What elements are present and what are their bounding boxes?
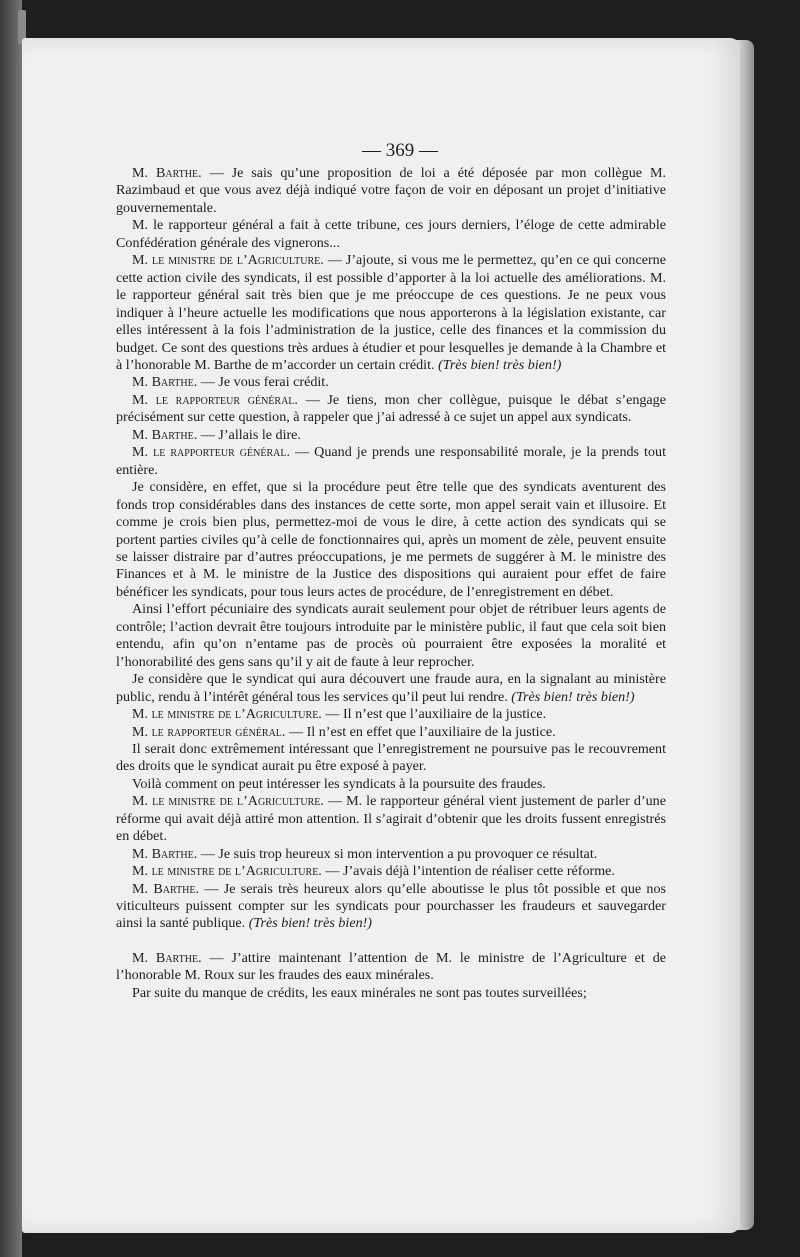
paragraph-text: — Je sais qu’une proposition de loi a été déposée par mon collègue M. Razimbaud et que vous avez déjà indiqué votre façon de voir en déposant un projet d’initiative gouvernementale.	[116, 165, 667, 216]
paragraph	[116, 950, 666, 985]
paragraph	[116, 863, 666, 880]
paragraph-text: — Je tiens, mon cher collègue, puisque le débat s’engage précisément sur cette question, à rappeler que j’ai adressé à ce sujet un appel aux syndicats.	[116, 391, 666, 426]
speaker-label: M. Barthe.	[132, 845, 198, 862]
paragraph-text: M. le rapporteur général a fait à cette tribune, ces jours derniers, l’éloge de cette admirable Confédération générale des vignerons...	[116, 217, 666, 251]
paragraph-text: Par suite du manque de crédits, les eaux minérales ne sont pas toutes surveillées;	[132, 984, 587, 1001]
paragraph-text: — J’allais le dire.	[200, 426, 301, 443]
speaker-label: M. le rapporteur général.	[132, 723, 286, 740]
applause-note: (Très bien! très bien!)	[511, 688, 635, 705]
applause-note: (Très bien! très bien!)	[438, 356, 562, 373]
paragraph	[116, 776, 666, 793]
paragraph-text: — Je serais très heureux alors qu’elle aboutisse le plus tôt possible et que nos viticulteurs puissent compter sur les syndicats pour pourchasser les fraudeurs et sauvegarder ainsi la santé publique.	[116, 880, 667, 932]
paragraph-text: Je considère, en effet, que si la procédure peut être telle que des syndicats aventurent des fonds trop considérables dans des instances de cette sorte, mon appel serait vain et illusoire. Et comme je crois bien plus, permettez-moi de vous le dire, à cette action des syndicats qui se portent parties civiles qu’à celle de fonctionnaires qui, après un moment de zèle, peuvent ensuite se laisser distraire par d’autres préoccupations, je me permets de suggérer à M. le ministre des Finances et à M. le ministre de la Justice des dispositions qui auraient pour effet de faire bénéficer les syndicats, pour tous leurs actes de procédure, de l’enregistrement en débet.	[116, 479, 666, 600]
paragraph	[116, 706, 666, 723]
paragraph-text: — Il n’est que l’auxiliaire de la justice.	[325, 706, 547, 723]
speaker-label: M. Barthe.	[132, 949, 202, 966]
speaker-label: M. le ministre de l’Agriculture.	[132, 252, 324, 269]
speaker-label: M. le ministre de l’Agriculture.	[132, 706, 322, 723]
paragraph	[116, 374, 666, 391]
paragraph	[116, 217, 666, 252]
page-number: — 369 —	[362, 140, 438, 161]
speaker-label: M. Barthe.	[132, 165, 202, 181]
speaker-label: M. le rapporteur général.	[132, 444, 290, 461]
paragraph-text: — J’attire maintenant l’attention de M. le ministre de l’Agriculture et de l’honorable M. Roux sur les fraudes des eaux minérales.	[116, 949, 666, 984]
paragraph	[116, 392, 666, 427]
paragraph	[116, 793, 666, 845]
speaker-label: M. le ministre de l’Agriculture.	[132, 793, 324, 810]
paragraph-text: — Quand je prends une responsabilité morale, je la prends tout entière.	[116, 444, 666, 478]
paragraph-text: — M. le rapporteur général vient justement de parler d’une réforme qui avait déjà attiré mon attention. Il s’agirait d’obtenir que les droits fussent enregistrés en débet.	[116, 793, 666, 845]
body-text	[116, 165, 666, 1002]
speaker-label: M. Barthe.	[132, 374, 198, 391]
adjacent-page-edge	[0, 0, 22, 1257]
paragraph	[116, 601, 666, 671]
paragraph	[116, 444, 666, 479]
paragraph	[116, 985, 666, 1002]
paragraph	[116, 479, 666, 601]
speaker-label: M. le rapporteur général.	[132, 391, 298, 408]
paragraph	[116, 881, 666, 933]
paragraph	[116, 252, 666, 374]
paragraph-text: Je considère que le syndicat qui aura découvert une fraude aura, en la signalant au ministère public, rendu à l’intérêt général tous les services qu’il peut lui rendre.	[116, 671, 666, 705]
paragraph-text: — Je vous ferai crédit.	[200, 374, 329, 391]
paragraph	[116, 427, 666, 444]
paragraph-text: — J’ajoute, si vous me le permettez, qu’en ce qui concerne cette action civile des syndicats, il est possible d’apporter à la loi actuelle des améliorations. M. le rapporteur général sait très bien que je me préoccupe de ces questions. Je ne peux vous indiquer à l’heure actuelle les modifications que nous apporterons à la législation existante, car elles intéressent à la fois l’administration de la justice, celle des finances et la commission du budget. Ce sont des questions très ardues à étudier et pour lesquelles je demande à la Chambre et à l’honorable M. Barthe de m’accorder un certain crédit.	[116, 252, 666, 373]
paragraph-text: — Il n’est en effet que l’auxiliaire de la justice.	[288, 723, 556, 740]
paragraph-text: Il serait donc extrêmement intéressant que l’enregistrement ne poursuive pas le recouvrement des droits que le syndicat aurait pu être exposé à payer.	[116, 740, 666, 775]
speaker-label: M. Barthe.	[132, 426, 198, 443]
paragraph	[116, 741, 666, 776]
speaker-label: M. Barthe.	[132, 880, 200, 897]
speaker-label: M. le ministre de l’Agriculture.	[132, 863, 322, 880]
paragraph	[116, 724, 666, 741]
paragraph	[116, 165, 666, 217]
paragraph-text: — Je suis trop heureux si mon intervention a pu provoquer ce résultat.	[200, 845, 598, 862]
paragraph	[116, 671, 666, 706]
paragraph-text: Voilà comment on peut intéresser les syndicats à la poursuite des fraudes.	[132, 775, 546, 792]
paragraph	[116, 846, 666, 863]
paragraph-text: — J’avais déjà l’intention de réaliser cette réforme.	[325, 863, 615, 880]
applause-note: (Très bien! très bien!)	[248, 915, 373, 932]
paragraph-text: Ainsi l’effort pécuniaire des syndicats aurait seulement pour objet de rétribuer leurs agents de contrôle; l’action devrait être toujours introduite par le ministère public, il faut que cela soit bien entendu, afin qu’on n’entame pas de procès où pourraient être exposées la moralité et l’honorabilité des gens sans qu’il y ait de faute à leur reprocher.	[116, 601, 666, 670]
